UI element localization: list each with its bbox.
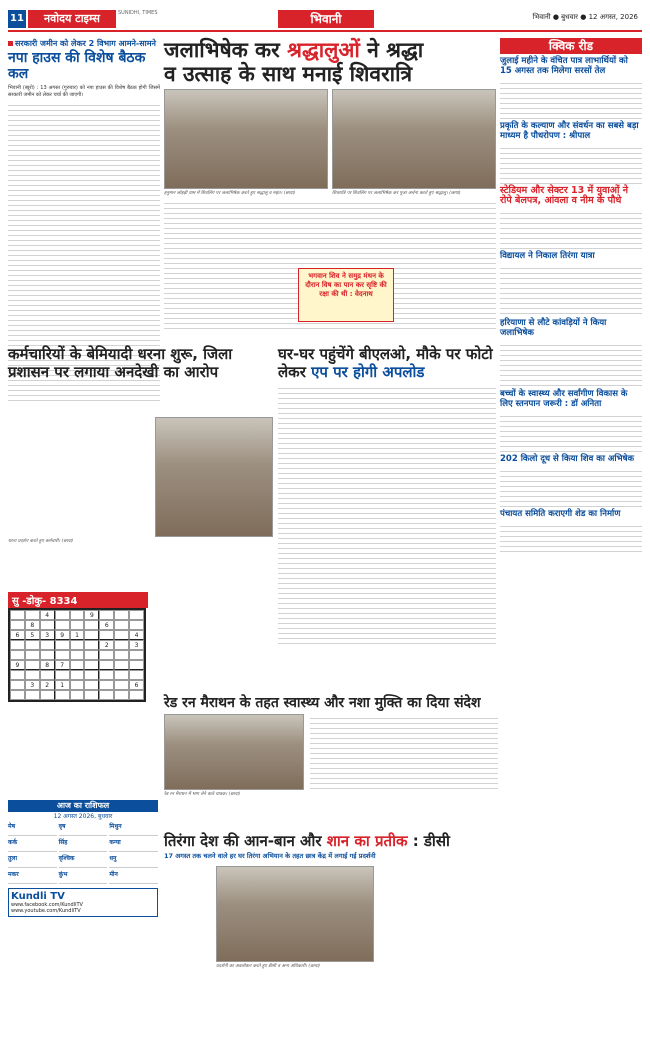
sudoku-cell [129, 690, 144, 700]
horoscope-sign: वृष [59, 822, 108, 836]
sudoku-cell [40, 690, 55, 700]
sudoku-cell [70, 690, 85, 700]
sudoku-cell: 9 [84, 610, 99, 620]
sudoku-cell [70, 620, 85, 630]
qr-headline-2: प्रकृति के कल्याण और संवर्धन का सबसे बड़ा माध्यम है पौधरोपण : श्रीपाल [500, 121, 639, 141]
sudoku-cell [25, 650, 40, 660]
sudoku-title: सु -डोकु- 8334 [8, 592, 148, 608]
caption-2: शिवरात्रि पर शिवलिंग पर जलाभिषेक कर पूजा अर्चना करते हुए श्रद्धालु। (छाया) [332, 191, 461, 196]
page-number: 11 [8, 10, 26, 28]
sudoku-cell [55, 690, 70, 700]
horoscope-date: 12 अगस्त 2026, बुधवार [53, 813, 113, 820]
sudoku-cell [55, 640, 70, 650]
sudoku-block [8, 592, 148, 702]
sudoku-cell [25, 640, 40, 650]
sudoku-cell: 3 [25, 680, 40, 690]
blo-story [278, 345, 496, 644]
kundli-yt: www.youtube.com/KundliTV [11, 908, 81, 914]
quote-box: भगवान शिव ने समुद्र मंथन के दौरान विष का पान कर सृष्टि की रक्षा की थी : वेदनाथ [298, 268, 394, 322]
sudoku-cell [40, 620, 55, 630]
blo-headline: घर-घर पहुंचेंगे बीएलओ, मौके पर फोटो लेकर एप पर होगी अपलोड [278, 345, 493, 381]
protest-headline: कर्मचारियों के बेमियादी धरना शुरू, जिला प्रशासन पर लगाया अनदेखी का आरोप [8, 345, 233, 381]
sudoku-cell [70, 670, 85, 680]
sudoku-cell [99, 610, 114, 620]
sudoku-cell [114, 690, 129, 700]
qr-body-5 [500, 341, 642, 387]
dateline: भिवानी ● बुधवार ● 12 अगस्त, 2026 [532, 13, 638, 21]
sudoku-cell: 4 [40, 610, 55, 620]
sudoku-cell [40, 650, 55, 660]
sudoku-cell [10, 670, 25, 680]
qr-body-8 [500, 522, 642, 552]
sudoku-cell: 8 [40, 660, 55, 670]
sudoku-cell [55, 670, 70, 680]
left-kicker: सरकारी जमीन को लेकर 2 विभाग आमने-सामने [8, 38, 160, 49]
horoscope-block [8, 800, 158, 917]
sudoku-cell: 5 [25, 630, 40, 640]
sudoku-cell: 3 [129, 640, 144, 650]
qr-body-6 [500, 412, 642, 452]
sudoku-cell [25, 690, 40, 700]
sudoku-cell [84, 630, 99, 640]
horoscope-grid [8, 822, 158, 884]
sudoku-cell [99, 690, 114, 700]
crop-margin-top [0, 0, 650, 8]
caption-5: प्रदर्शनी का अवलोकन करते हुए डीसी व अन्य अधिकारी। (छाया) [216, 964, 320, 969]
masthead [8, 8, 642, 32]
sudoku-cell [70, 640, 85, 650]
tiranga-subhead: 17 अगस्त तक चलने वाले हर घर तिरंगा अभियान के तहत छात्र केंद्र में लगाई गई प्रदर्शनी [164, 852, 376, 860]
sudoku-cell [84, 640, 99, 650]
sudoku-cell [84, 670, 99, 680]
sudoku-cell [84, 680, 99, 690]
qr-body-4 [500, 264, 642, 316]
sudoku-cell [70, 680, 85, 690]
sudoku-cell: 6 [129, 680, 144, 690]
sudoku-cell: 6 [10, 630, 25, 640]
tiranga-photo [216, 866, 374, 962]
sudoku-cell [129, 670, 144, 680]
sudoku-cell [114, 670, 129, 680]
quick-read-bar: क्विक रीड [500, 38, 642, 54]
horoscope-sign: सिंह [59, 838, 108, 852]
sudoku-cell [10, 610, 25, 620]
horoscope-sign: कर्क [8, 838, 57, 852]
protest-story [8, 345, 273, 544]
crop-margin-bottom [0, 1035, 650, 1043]
sudoku-cell [99, 680, 114, 690]
sudoku-cell [84, 620, 99, 630]
sudoku-cell [114, 640, 129, 650]
sudoku-cell [25, 610, 40, 620]
horoscope-sign: मीन [109, 870, 158, 884]
sudoku-cell [114, 610, 129, 620]
qr-body-3 [500, 209, 642, 249]
sudoku-cell [10, 640, 25, 650]
marathon-photo [164, 714, 304, 790]
sudoku-cell [84, 650, 99, 660]
sudoku-cell [114, 620, 129, 630]
sudoku-cell [99, 650, 114, 660]
left-headline: नपा हाउस की विशेष बैठक कल [8, 50, 146, 82]
qr-headline-7: 202 किलो दूध से किया शिव का अभिषेक [500, 454, 635, 464]
horoscope-sign: कन्या [109, 838, 158, 852]
brand-logo: नवोदय टाइम्स [28, 10, 116, 28]
sudoku-cell [25, 670, 40, 680]
sudoku-cell [55, 620, 70, 630]
qr-headline-5: हरियाणा से लौटे कांवड़ियों ने किया जलाभिषेक [500, 318, 607, 338]
sudoku-cell [55, 650, 70, 660]
marathon-body [310, 714, 498, 790]
sudoku-cell: 9 [10, 660, 25, 670]
qr-headline-1: जुलाई महीने के वंचित पात्र लाभार्थियों को 15 अगस्त तक मिलेगा सरसों तेल [500, 56, 628, 76]
horoscope-title: आज का राशिफल [8, 800, 158, 812]
sudoku-cell [99, 670, 114, 680]
marathon-headline: रेड रन मैराथन के तहत स्वास्थ्य और नशा मुक्ति का दिया संदेश [164, 695, 481, 711]
qr-headline-6: बच्चों के स्वास्थ्य और सर्वांगीण विकास के लिए स्तनपान जरूरी : डॉ अनिता [500, 389, 628, 409]
caption-3: धरना प्रदर्शन करते हुए कर्मचारी। (छाया) [8, 539, 74, 544]
sudoku-cell [25, 660, 40, 670]
qr-headline-3: स्टेडियम और सेक्टर 13 में युवाओं ने रोपे बेलपत्र, आंवला व नीम के पौधे [500, 185, 629, 206]
sudoku-cell [10, 620, 25, 630]
sudoku-cell [114, 660, 129, 670]
qr-headline-4: विद्यायल ने निकाल तिरंगा यात्रा [500, 251, 595, 261]
photo-block-2 [332, 89, 496, 196]
right-column [500, 38, 642, 552]
sudoku-cell: 8 [25, 620, 40, 630]
tiranga-headline: तिरंगा देश की आन-बान और शान का प्रतीक : डीसी [164, 832, 450, 850]
horoscope-sign: मकर [8, 870, 57, 884]
sudoku-cell [40, 670, 55, 680]
sudoku-cell: 4 [129, 630, 144, 640]
horoscope-sign: तुला [8, 854, 57, 868]
sudoku-cell [70, 650, 85, 660]
sudoku-cell [114, 650, 129, 660]
horoscope-sign: मिथुन [109, 822, 158, 836]
qr-body-7 [500, 467, 642, 507]
kundli-fb: www.facebook.com/KundliTV [11, 902, 83, 908]
sudoku-cell: 9 [55, 630, 70, 640]
sudoku-cell: 7 [55, 660, 70, 670]
sudoku-cell [129, 660, 144, 670]
sudoku-cell [10, 690, 25, 700]
sudoku-cell: 1 [55, 680, 70, 690]
sudoku-cell [10, 680, 25, 690]
sudoku-cell: 6 [99, 620, 114, 630]
qr-body-2 [500, 144, 642, 184]
sudoku-cell: 2 [40, 680, 55, 690]
sudoku-cell [10, 650, 25, 660]
sudoku-cell [114, 630, 129, 640]
sudoku-cell [84, 690, 99, 700]
sudoku-cell [40, 640, 55, 650]
qr-headline-8: पंचायत समिति कराएगी शेड का निर्माण [500, 509, 621, 519]
sudoku-cell [84, 660, 99, 670]
horoscope-sign: मेष [8, 822, 57, 836]
bullet-square-icon [8, 41, 13, 46]
qr-body-1 [500, 79, 642, 119]
sudoku-cell: 2 [99, 640, 114, 650]
caption-1: हनुमान जोहड़ी धाम में शिवलिंग पर जलाभिषेक करते हुए श्रद्धालु व महंत। (छाया) [164, 191, 296, 196]
sudoku-cell [99, 660, 114, 670]
protest-photo [155, 417, 273, 537]
marathon-story [164, 695, 642, 797]
tiranga-story [164, 832, 642, 969]
photo-shivling-2 [332, 89, 496, 189]
sudoku-cell [129, 610, 144, 620]
kundli-ad [8, 888, 158, 917]
horoscope-sign: कुंभ [59, 870, 108, 884]
sudoku-cell [129, 650, 144, 660]
horoscope-sign: धनु [109, 854, 158, 868]
main-headline: जलाभिषेक कर श्रद्धालुओं ने श्रद्धा [164, 38, 424, 62]
kundli-brand: Kundli TV [11, 891, 65, 902]
blo-body-text-lines [278, 384, 496, 644]
sudoku-cell [55, 610, 70, 620]
sudoku-cell [70, 610, 85, 620]
brand-tagline: SUNIDHI, TIMES [118, 10, 158, 16]
sudoku-cell: 1 [70, 630, 85, 640]
caption-4: रेड रन मैराथन में भाग लेने वाले धावक। (छाया) [164, 792, 241, 797]
photo-shivling-1 [164, 89, 328, 189]
sudoku-cell: 3 [40, 630, 55, 640]
photo-block-1 [164, 89, 328, 196]
sudoku-cell [70, 660, 85, 670]
sudoku-cell [99, 630, 114, 640]
main-headline-line2: व उत्साह के साथ मनाई शिवरात्रि [164, 62, 413, 86]
sudoku-cell [114, 680, 129, 690]
sudoku-grid [8, 608, 146, 702]
section-tab: भिवानी [278, 10, 374, 28]
left-body: भिवानी (ब्यूरो) : 13 अगस्त (गुरुवार) को नपा हाउस की विशेष बैठक होगी जिसमें सरकारी जमीन को लेकर चर्चा की जाएगी। [8, 85, 160, 98]
sudoku-cell [129, 620, 144, 630]
horoscope-sign: वृश्चिक [59, 854, 108, 868]
